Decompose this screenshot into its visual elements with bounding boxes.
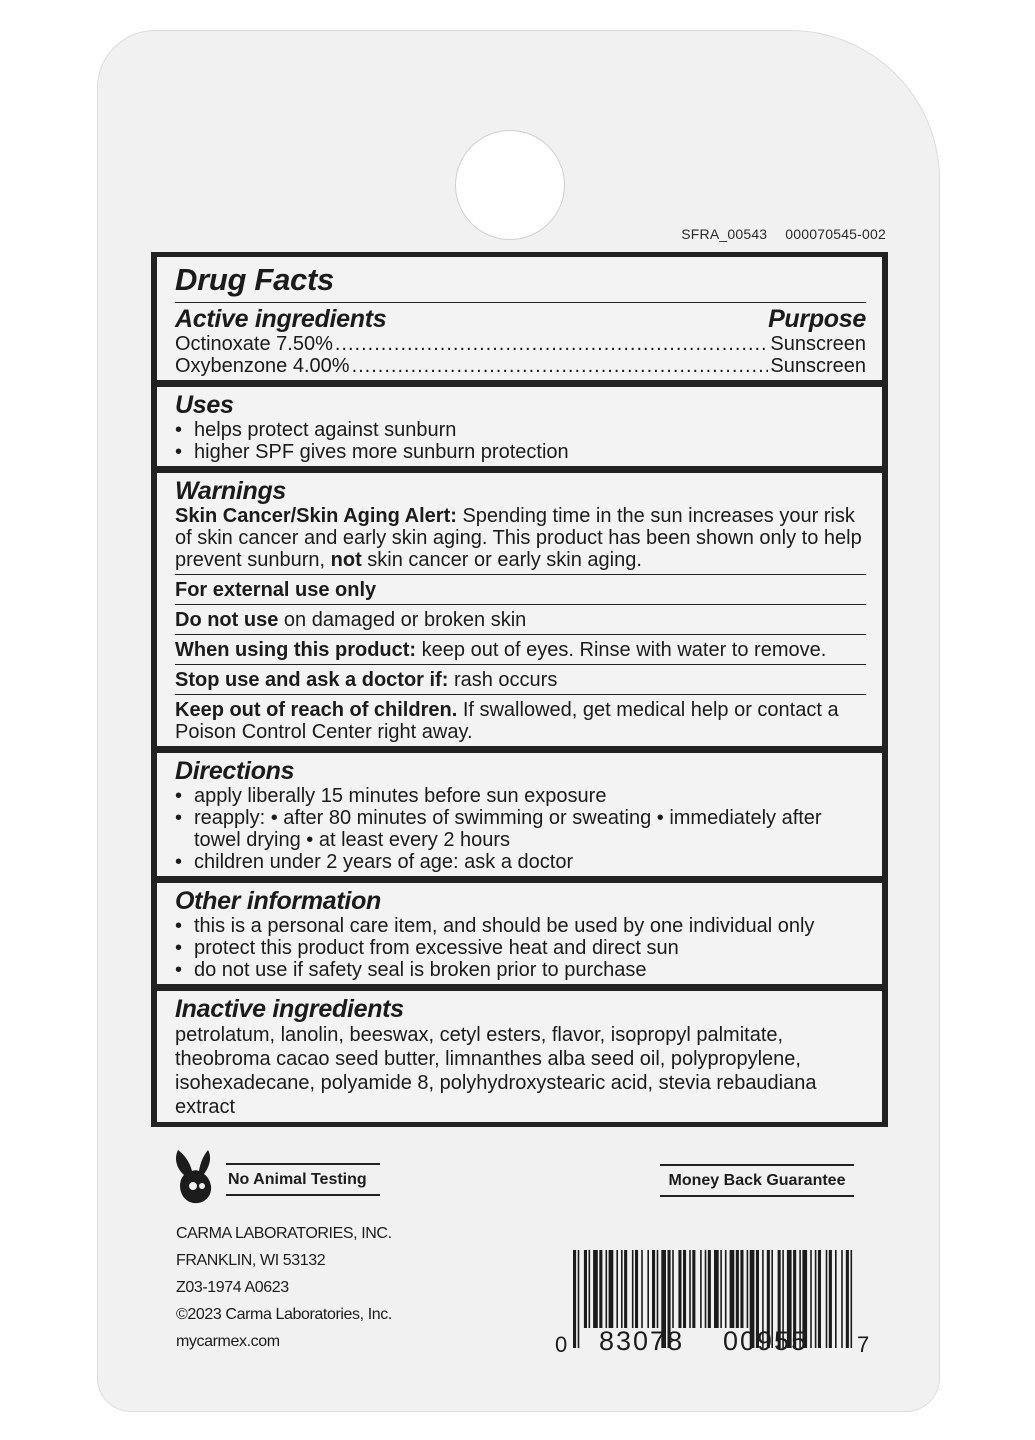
ingredient-name: Oxybenzone 4.00% [175,355,350,377]
active-header-row [175,305,866,333]
lot-code: Z03-1974 A0623 [176,1279,289,1296]
barcode-bar [672,1250,674,1328]
stop-use-text: rash occurs [448,669,558,691]
list-item: • reapply: • after 80 minutes of swimming or sweating • immediately after towel drying • at least every 2 hours [175,807,866,851]
barcode-bar [573,1250,576,1348]
barcode-bar [708,1250,711,1328]
code-sfra: SFRA_00543 [681,226,768,242]
hang-hole [455,130,565,240]
barcode [551,1248,876,1360]
barcode-bar [841,1250,843,1348]
uses-heading: Uses [175,391,234,419]
barcode-bar [609,1250,614,1328]
uses-list [175,419,866,463]
directions-panel [157,753,882,876]
bunny-icon [172,1148,218,1206]
when-using-label: When using this product: [175,639,417,661]
list-item: • children under 2 years of age: ask a doctor [175,851,866,873]
ingredient-purpose: Sunscreen [770,355,866,377]
do-not-use [175,604,866,631]
code-number: 000070545-002 [785,226,886,242]
barcode-bar [652,1250,655,1328]
when-using [175,634,866,661]
directions-list [175,785,866,873]
barcode-bar [678,1250,681,1328]
barcode-bar [641,1250,643,1328]
active-ingredients-panel [157,257,882,380]
barcode-group-1: 83078 [599,1326,685,1356]
barcode-bar [720,1250,722,1328]
leader-dots [335,333,769,355]
barcode-bar [846,1250,849,1348]
list-item: • do not use if safety seal is broken prior to purchase [175,959,866,981]
company-name: CARMA LABORATORIES, INC. [176,1225,392,1242]
barcode-bar [740,1250,743,1328]
barcode-left-digit: 0 [555,1332,568,1357]
list-item: • higher SPF gives more sunburn protection [175,441,866,463]
uses-panel [157,387,882,466]
barcode-bar [810,1250,812,1348]
barcode-right-digit: 7 [857,1332,870,1357]
other-information-panel [157,883,882,984]
list-item: • protect this product from excessive heat and direct sun [175,937,866,959]
barcode-bar [632,1250,634,1328]
barcode-bar [714,1250,719,1328]
ingredient-purpose: Sunscreen [770,333,866,355]
barcode-bar [700,1250,702,1328]
leader-dots [352,355,769,377]
alert-label: Skin Cancer/Skin Aging Alert: [175,505,457,527]
alert-text-end: skin cancer or early skin aging. [361,549,642,571]
barcode-bar [736,1250,739,1328]
stop-use-label: Stop use and ask a doctor if: [175,669,449,691]
barcode-bar [747,1250,749,1328]
list-item: • helps protect against sunburn [175,419,866,441]
barcode-bar [683,1250,686,1328]
barcode-bar [829,1250,832,1348]
inactive-ingredients-heading: Inactive ingredients [175,995,404,1023]
barcode-bar [705,1250,707,1328]
company-address: FRANKLIN, WI 53132 [176,1252,326,1269]
list-item: • apply liberally 15 minutes before sun exposure [175,785,866,807]
barcode-bar [725,1250,727,1328]
active-ingredient-row [175,333,866,355]
barcode-bar [606,1250,608,1328]
ingredient-name: Octinoxate 7.50% [175,333,333,355]
keep-out-of-reach [175,694,866,743]
drug-facts-box [151,252,888,1127]
external-use-only: For external use only [175,574,866,601]
keep-out-text: If swallowed, get medical help or contact a Poison Control Center right away. [175,699,839,743]
barcode-bar [584,1250,587,1328]
barcode-bar [599,1250,602,1328]
directions-heading: Directions [175,757,295,785]
barcode-bar [657,1250,659,1328]
money-back-guarantee-badge: Money Back Guarantee [660,1164,854,1197]
barcode-bar [689,1250,691,1328]
keep-out-label: Keep out of reach of children. [175,699,458,721]
no-animal-testing-badge: No Animal Testing [226,1163,380,1196]
barcode-bar [851,1250,853,1348]
purpose-heading: Purpose [768,305,866,333]
barcode-group-2: 00955 [723,1326,809,1356]
inactive-ingredients-panel [157,991,882,1122]
alert-not: not [330,549,362,571]
barcode-bar [826,1250,828,1348]
active-ingredients-heading: Active ingredients [175,305,387,333]
other-information-heading: Other information [175,887,382,915]
barcode-bar [624,1250,627,1328]
list-item: • this is a personal care item, and should be used by one individual only [175,915,866,937]
barcode-bar [692,1250,695,1328]
barcode-bar [593,1250,598,1328]
barcode-bar [635,1250,638,1328]
skin-cancer-alert [175,505,866,571]
barcode-bar [647,1250,649,1328]
company-info [176,1220,392,1355]
do-not-use-label: Do not use [175,609,279,631]
do-not-use-text: on damaged or broken skin [278,609,527,631]
stop-use [175,664,866,691]
barcode-bar [621,1250,623,1328]
active-ingredient-row [175,355,866,377]
inactive-ingredients-text: petrolatum, lanolin, beeswax, cetyl esters, flavor, isopropyl palmitate, theobroma cacao seed butter, limnanthes alba seed oil, polypropylene, isohexadecane, polyamide 8, polyhydroxystearic acid, stevia rebaudiana extract [175,1024,817,1118]
when-using-text: keep out of eyes. Rinse with water to remove. [416,639,827,661]
product-codes [600,226,886,242]
barcode-bar [730,1250,735,1328]
barcode-bar [589,1250,591,1328]
drug-facts-title: Drug Facts [175,261,866,303]
warnings-panel [157,473,882,746]
copyright: ©2023 Carma Laboratories, Inc. [176,1306,392,1323]
other-information-list [175,915,866,981]
barcode-bar [835,1250,837,1348]
alert-text: Spending time in the sun increases your risk of skin cancer and early skin aging. This product has been shown only to help prevent sunburn, [175,505,862,571]
website-link[interactable]: mycarmex.com [176,1333,280,1350]
barcode-bar [616,1250,618,1328]
barcode-bar [815,1250,817,1348]
warnings-heading: Warnings [175,477,287,505]
barcode-bar [818,1250,821,1348]
barcode-bar [578,1250,580,1348]
